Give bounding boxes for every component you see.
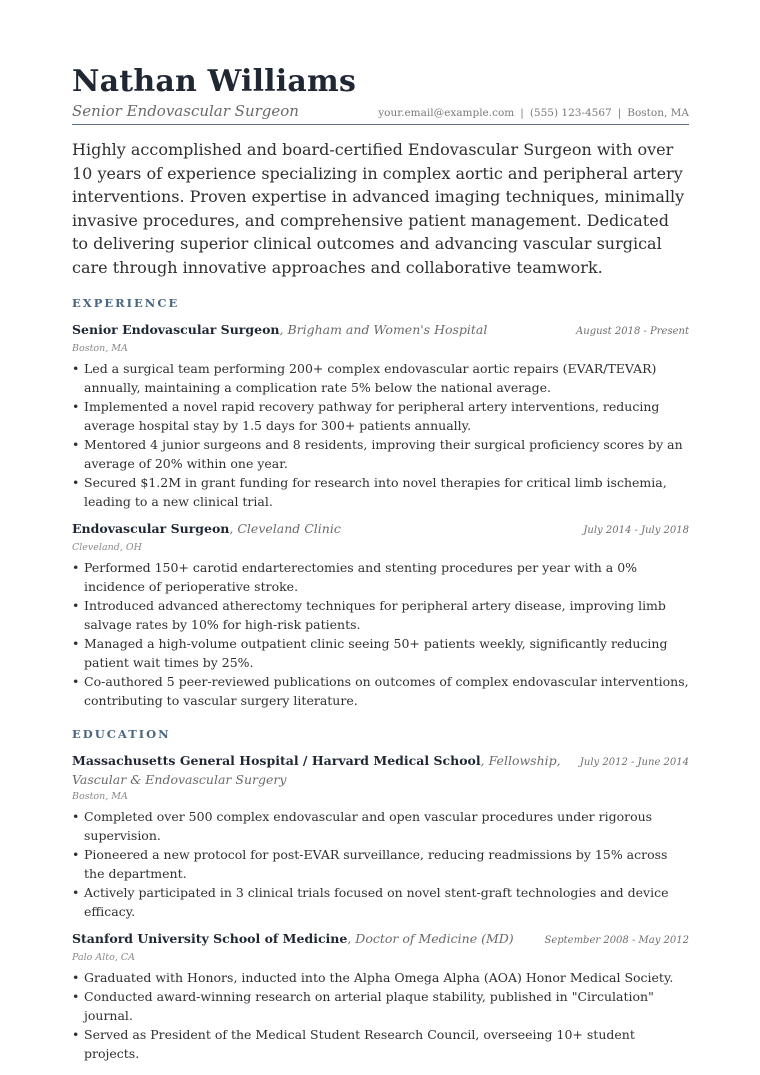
- bullet-item: [72, 558, 689, 596]
- candidate-name: Nathan Williams: [72, 64, 357, 99]
- bullet-text: Actively participated in 3 clinical trials focused on novel stent-graft technologies and device efficacy.: [84, 885, 669, 919]
- entry-dates: August 2018 - Present: [576, 326, 689, 337]
- bullet-item: [72, 968, 689, 987]
- bullet-marker: •: [72, 475, 80, 490]
- entry-organization: , Brigham and Women's Hospital: [279, 322, 488, 337]
- contact-email[interactable]: your.email@example.com: [378, 107, 515, 119]
- bullet-item: [72, 987, 689, 1025]
- entry-title: [72, 519, 341, 538]
- bullet-marker: •: [72, 1027, 80, 1042]
- bullet-text: Pioneered a new protocol for post-EVAR surveillance, reducing readmissions by 15% across the department.: [84, 847, 668, 881]
- entry-location: Boston, MA: [72, 343, 128, 354]
- entry-role: Senior Endovascular Surgeon: [72, 322, 280, 337]
- bullet-item: [72, 435, 689, 473]
- entry-title: [72, 929, 514, 948]
- entry-location: Boston, MA: [72, 791, 128, 802]
- entry-role: Endovascular Surgeon: [72, 521, 230, 536]
- experience-entry: [72, 519, 689, 710]
- entry-header: [72, 751, 689, 789]
- bullet-text: Graduated with Honors, inducted into the Alpha Omega Alpha (AOA) Honor Medical Society.: [84, 970, 674, 985]
- entry-organization: , Cleveland Clinic: [229, 521, 341, 536]
- contact-location: Boston, MA: [627, 107, 689, 119]
- bullet-item: [72, 1025, 689, 1063]
- entry-location: Palo Alto, CA: [72, 952, 136, 963]
- bullet-text: Led a surgical team performing 200+ complex endovascular aortic repairs (EVAR/TEVAR) annually, maintaining a complication rate 5% below the national average.: [84, 361, 657, 395]
- bullet-marker: •: [72, 636, 80, 651]
- entry-header: [72, 519, 689, 540]
- bullet-marker: •: [72, 809, 80, 824]
- bullet-item: [72, 397, 689, 435]
- bullet-list: [72, 359, 689, 511]
- contact-separator: |: [520, 107, 524, 119]
- bullet-list: [72, 968, 689, 1063]
- bullet-text: Mentored 4 junior surgeons and 8 residents, improving their surgical proficiency scores by an average of 20% within one year.: [84, 437, 683, 471]
- bullet-marker: •: [72, 437, 80, 452]
- entry-organization: , Fellowship, Vascular & Endovascular Surgery: [72, 753, 561, 787]
- entry-role: Stanford University School of Medicine: [72, 931, 348, 946]
- entry-role: Massachusetts General Hospital / Harvard Medical School: [72, 753, 481, 768]
- bullet-text: Performed 150+ carotid endarterectomies and stenting procedures per year with a 0% incidence of perioperative stroke.: [84, 560, 638, 594]
- education-entry: [72, 751, 689, 921]
- contact-info: [378, 107, 689, 119]
- contact-separator: |: [617, 107, 622, 119]
- bullet-text: Secured $1.2M in grant funding for research into novel therapies for critical limb ischemia, leading to a new clinical trial.: [84, 475, 667, 509]
- bullet-marker: •: [72, 399, 80, 414]
- section-heading-education: EDUCATION: [72, 727, 171, 741]
- education-list: [72, 751, 689, 1063]
- bullet-list: [72, 558, 689, 710]
- section-heading-experience: EXPERIENCE: [72, 296, 180, 310]
- bullet-item: [72, 883, 689, 921]
- education-entry: [72, 929, 689, 1063]
- bullet-item: [72, 359, 689, 397]
- bullet-item: [72, 845, 689, 883]
- bullet-text: Co-authored 5 peer-reviewed publications on outcomes of complex endovascular interventions, contributing to vascular surgery literature.: [84, 674, 689, 708]
- entry-location: Cleveland, OH: [72, 542, 142, 553]
- bullet-item: [72, 807, 689, 845]
- entry-header: [72, 929, 689, 950]
- bullet-marker: •: [72, 989, 80, 1004]
- bullet-marker: •: [72, 674, 80, 689]
- bullet-marker: •: [72, 598, 80, 613]
- entry-dates: September 2008 - May 2012: [544, 935, 689, 946]
- bullet-text: Implemented a novel rapid recovery pathway for peripheral artery interventions, reducing average hospital stay by 1.5 days for 300+ patients annually.: [84, 399, 660, 433]
- bullet-text: Introduced advanced atherectomy techniques for peripheral artery disease, improving limb salvage rates by 10% for high-risk patients.: [84, 598, 666, 632]
- resume-content: [72, 62, 689, 1071]
- bullet-text: Conducted award-winning research on arterial plaque stability, published in "Circulation" journal.: [84, 989, 654, 1023]
- bullet-item: [72, 634, 689, 672]
- bullet-marker: •: [72, 970, 80, 985]
- bullet-text: Served as President of the Medical Student Research Council, overseeing 10+ student projects.: [84, 1027, 635, 1061]
- bullet-marker: •: [72, 560, 80, 575]
- bullet-item: [72, 596, 689, 634]
- entry-header: [72, 320, 689, 341]
- entry-dates: July 2014 - July 2018: [583, 525, 689, 536]
- entry-title: [72, 320, 487, 339]
- bullet-marker: •: [72, 885, 80, 900]
- header-row: [72, 102, 689, 125]
- experience-list: [72, 320, 689, 710]
- job-title: Senior Endovascular Surgeon: [72, 102, 299, 120]
- entry-organization: , Doctor of Medicine (MD): [347, 931, 514, 946]
- entry-title: [72, 751, 562, 789]
- summary-paragraph: Highly accomplished and board-certified Endovascular Surgeon with over 10 years of experience specializing in complex aortic and peripheral artery interventions. Proven expertise in advanced imaging techniques, minimally invasive procedures, and comprehensive patient management. Dedicated to delivering superior clinical outcomes and advancing vascular surgical care through innovative approaches and collaborative teamwork.: [72, 140, 685, 277]
- bullet-item: [72, 473, 689, 511]
- experience-entry: [72, 320, 689, 511]
- entry-dates: July 2012 - June 2014: [579, 757, 689, 768]
- bullet-marker: •: [72, 361, 80, 376]
- bullet-text: Managed a high-volume outpatient clinic seeing 50+ patients weekly, significantly reducing patient wait times by 25%.: [84, 636, 668, 670]
- contact-phone: (555) 123-4567: [529, 107, 612, 119]
- bullet-marker: •: [72, 847, 80, 862]
- bullet-list: [72, 807, 689, 921]
- bullet-item: [72, 672, 689, 710]
- bullet-text: Completed over 500 complex endovascular and open vascular procedures under rigorous supervision.: [84, 809, 653, 843]
